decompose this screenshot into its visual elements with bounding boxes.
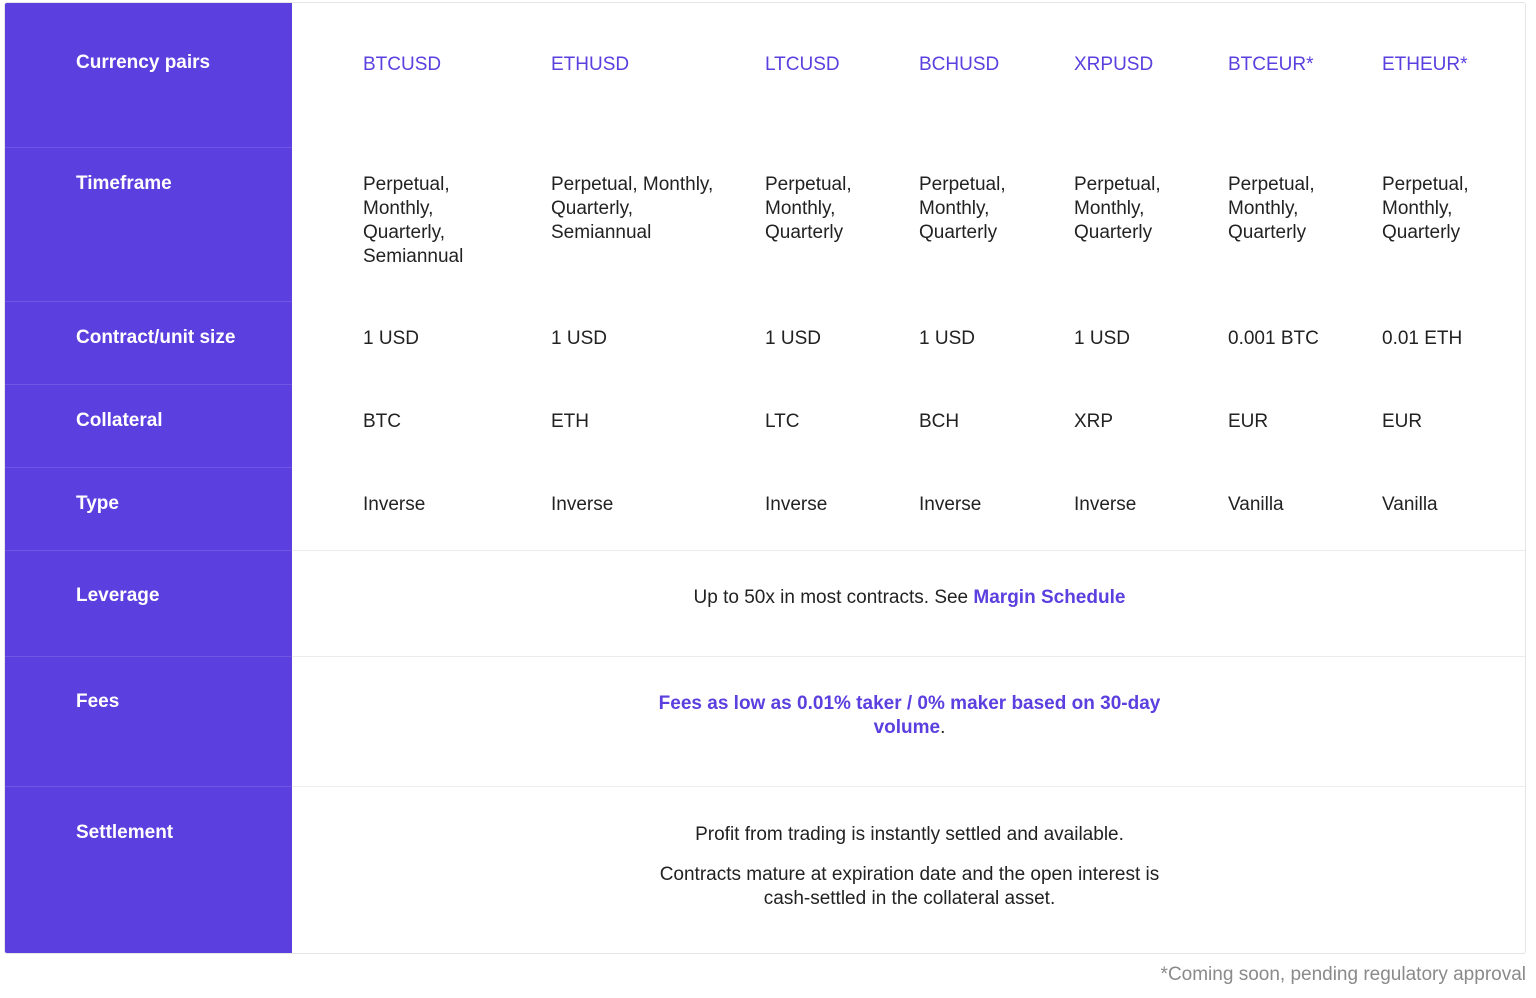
divider — [5, 301, 292, 302]
type-cell: Inverse — [919, 494, 982, 515]
divider — [5, 786, 292, 787]
type-cell: Inverse — [551, 494, 614, 515]
type-cell: Inverse — [765, 494, 828, 515]
timeframe-cell: Perpetual, Monthly, Quarterly — [1382, 174, 1469, 243]
currency-pair-bchusd: BCHUSD — [919, 54, 1000, 75]
contract-size-cell: 1 USD — [551, 328, 607, 349]
row-label-timeframe: Timeframe — [76, 173, 172, 194]
row-header-column — [5, 3, 292, 953]
row-label-contract-size: Contract/unit size — [76, 327, 236, 348]
currency-pair-btcusd: BTCUSD — [363, 54, 442, 75]
timeframe-cell: Perpetual, Monthly, Quarterly, Semiannual — [363, 174, 464, 267]
coming-soon-footnote: *Coming soon, pending regulatory approval — [1160, 964, 1526, 985]
currency-pair-xrpusd: XRPUSD — [1074, 54, 1154, 75]
row-label-collateral: Collateral — [76, 410, 163, 431]
timeframe-cell: Perpetual, Monthly, Quarterly — [919, 174, 1006, 243]
divider — [5, 384, 292, 385]
row-label-settlement: Settlement — [76, 822, 174, 843]
collateral-cell: BCH — [919, 411, 960, 432]
divider — [292, 786, 1525, 787]
type-cell: Inverse — [1074, 494, 1137, 515]
contract-size-cell: 1 USD — [363, 328, 419, 349]
divider — [292, 656, 1525, 657]
contract-specs-table — [4, 2, 1526, 954]
contract-size-cell: 0.001 BTC — [1228, 328, 1319, 349]
row-label-currency-pairs: Currency pairs — [76, 52, 211, 73]
row-label-leverage: Leverage — [76, 585, 160, 606]
margin-schedule-link[interactable]: Margin Schedule — [973, 587, 1126, 608]
currency-pair-ltcusd: LTCUSD — [765, 54, 840, 75]
timeframe-cell: Perpetual, Monthly, Quarterly — [1074, 174, 1161, 243]
row-label-type: Type — [76, 493, 119, 514]
fees-link[interactable]: Fees as low as 0.01% taker / 0% maker based on 30-day — [658, 693, 1161, 714]
row-label-fees: Fees — [76, 691, 120, 712]
type-cell: Vanilla — [1382, 494, 1438, 515]
settlement-text: Profit from trading is instantly settled and available. Contracts mature at expiration date and the open interest is cash-settled in the collateral asset. — [659, 824, 1160, 909]
currency-pair-btceur: BTCEUR* — [1228, 54, 1314, 75]
currency-pair-ethusd: ETHUSD — [551, 54, 630, 75]
timeframe-cell: Perpetual, Monthly, Quarterly — [765, 174, 852, 243]
timeframe-cell: Perpetual, Monthly, Quarterly, Semiannual — [551, 174, 714, 243]
type-cell: Inverse — [363, 494, 426, 515]
type-cell: Vanilla — [1228, 494, 1284, 515]
fees-link-continued[interactable]: volume — [873, 717, 941, 738]
contract-size-cell: 1 USD — [765, 328, 821, 349]
contract-size-cell: 1 USD — [919, 328, 975, 349]
timeframe-cell: Perpetual, Monthly, Quarterly — [1228, 174, 1315, 243]
divider — [5, 550, 292, 551]
divider — [5, 656, 292, 657]
divider — [292, 550, 1525, 551]
currency-pair-etheur: ETHEUR* — [1382, 54, 1468, 75]
collateral-cell: ETH — [551, 411, 589, 432]
fees-text: Fees as low as 0.01% taker / 0% maker based on 30-day volume. — [292, 692, 1526, 740]
collateral-cell: EUR — [1228, 411, 1269, 432]
divider — [5, 467, 292, 468]
divider — [5, 147, 292, 148]
collateral-cell: LTC — [765, 411, 800, 432]
collateral-cell: EUR — [1382, 411, 1423, 432]
leverage-text: Up to 50x in most contracts. See Margin Schedule — [693, 587, 1126, 608]
contract-size-cell: 0.01 ETH — [1382, 328, 1463, 349]
collateral-cell: BTC — [363, 411, 401, 432]
collateral-cell: XRP — [1074, 411, 1114, 432]
contract-size-cell: 1 USD — [1074, 328, 1130, 349]
